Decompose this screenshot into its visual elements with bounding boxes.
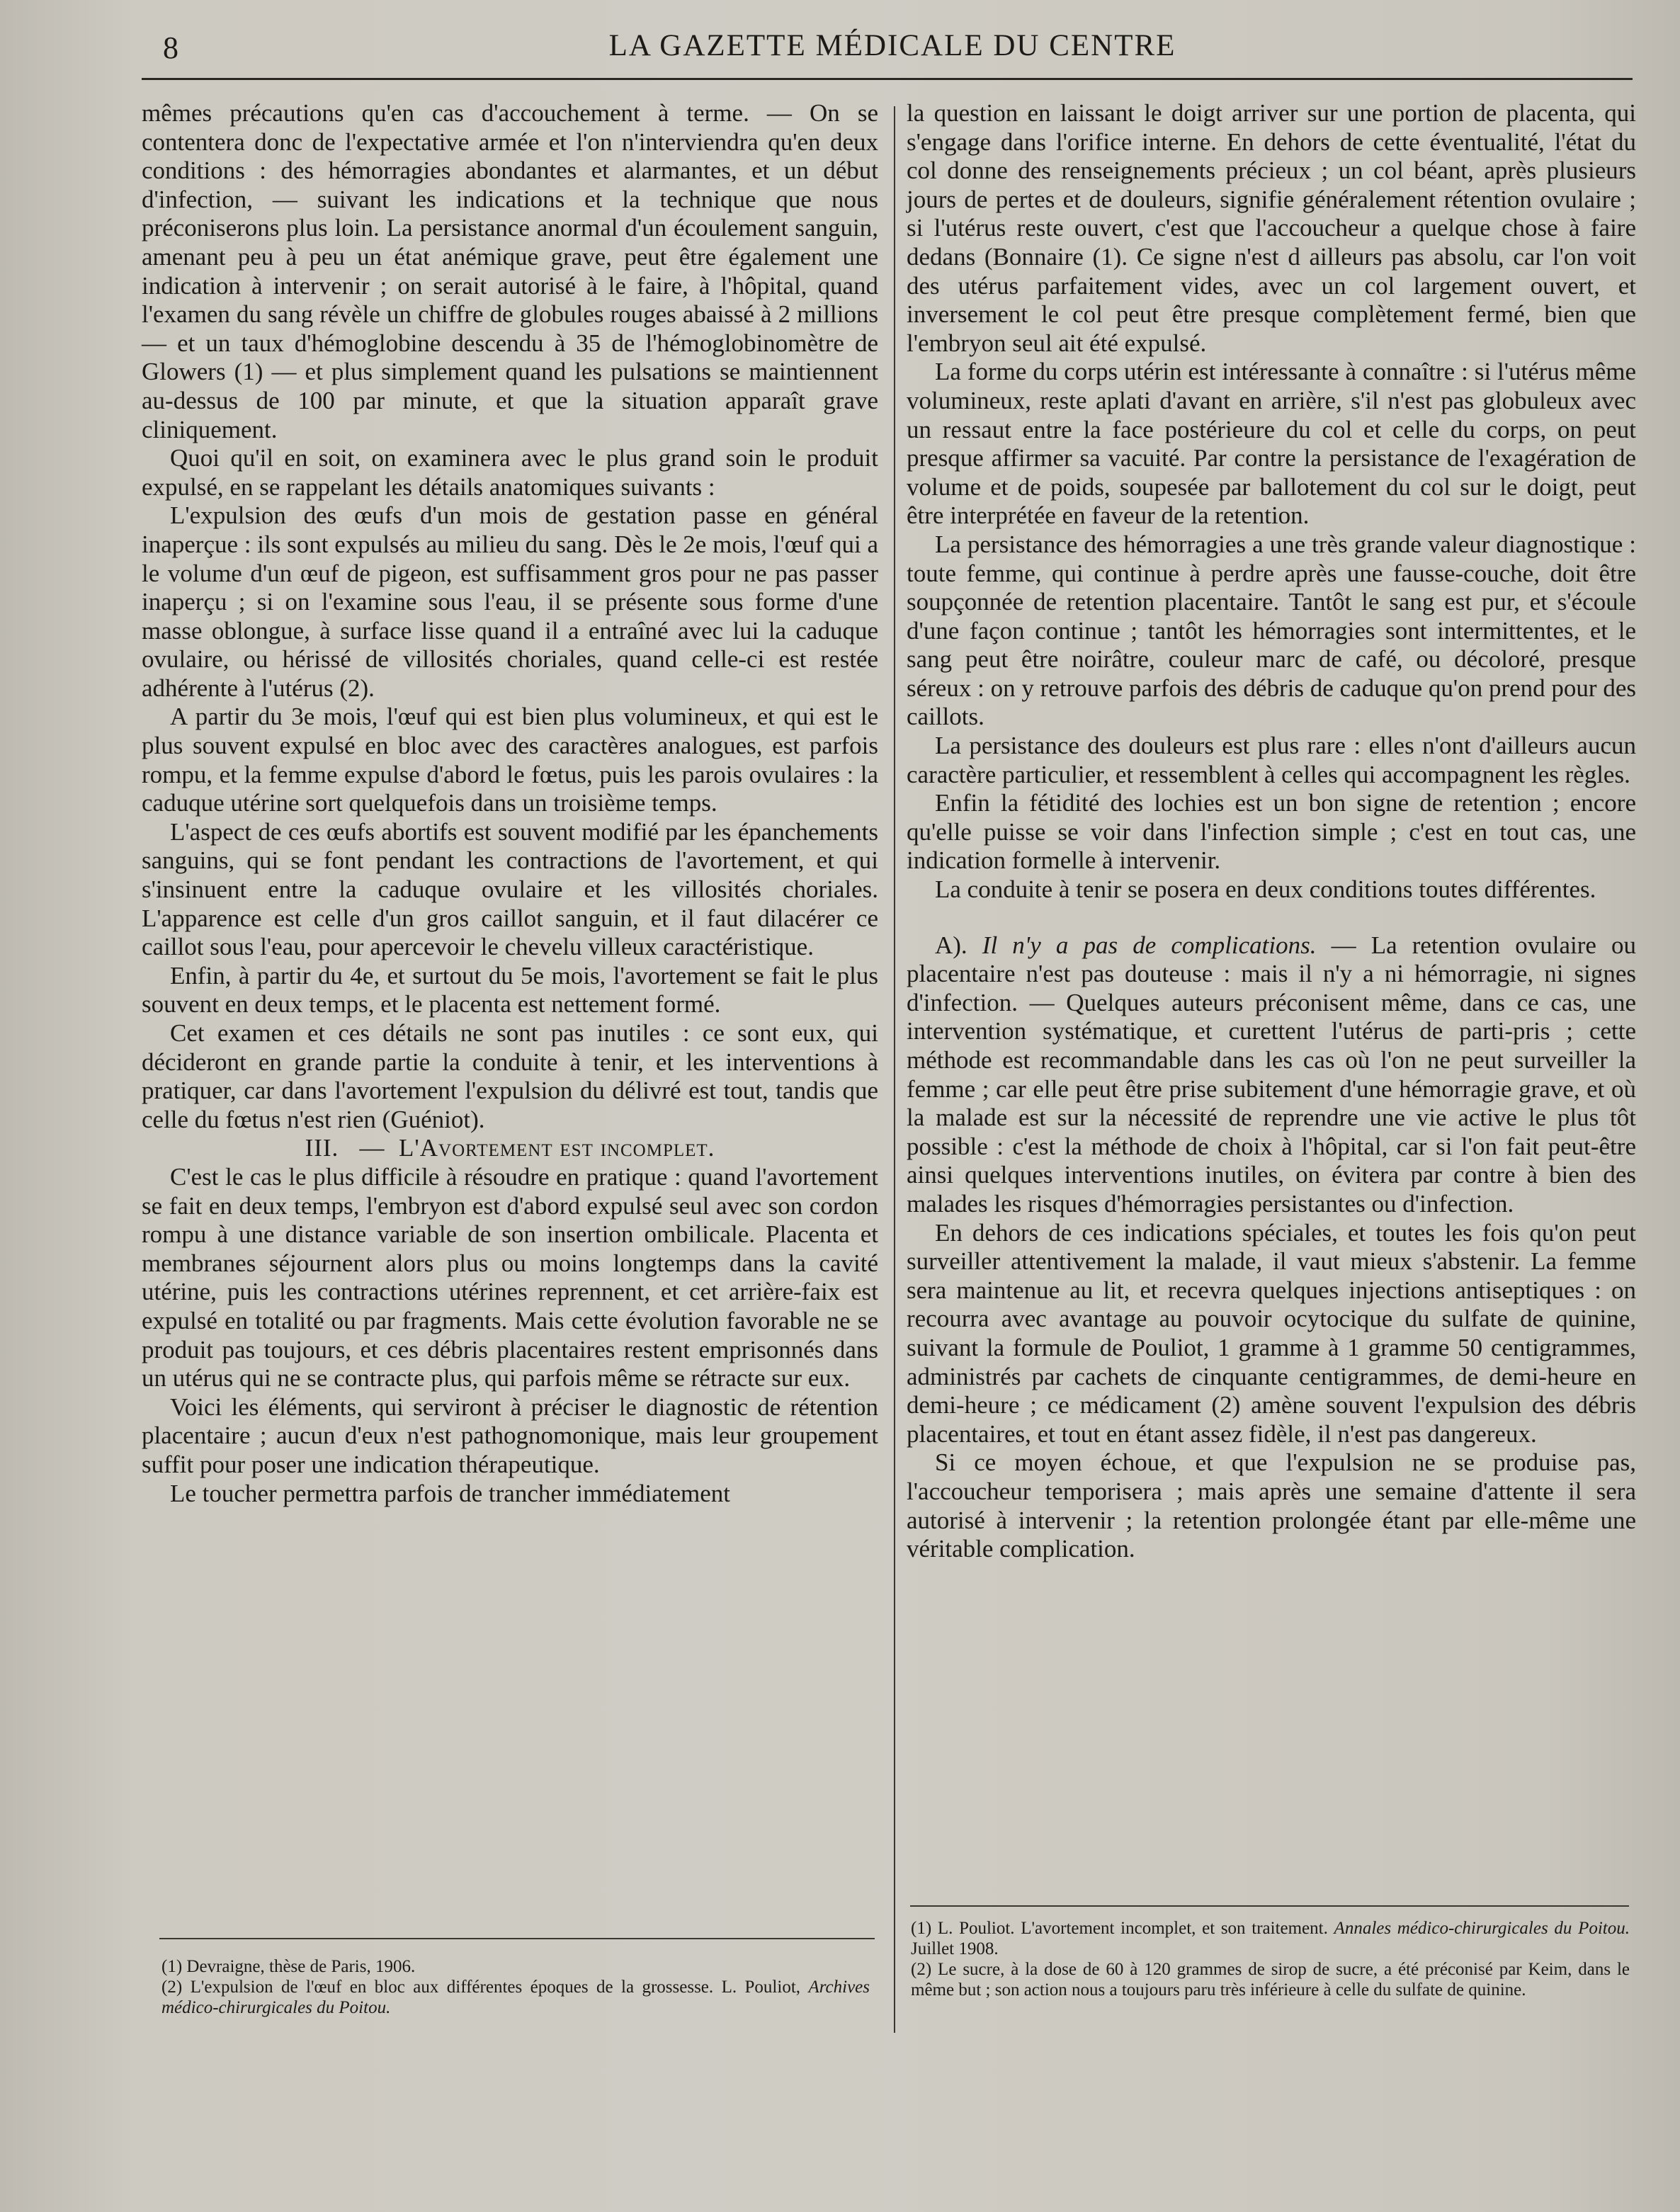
- paragraph: Cet examen et ces détails ne sont pas inutiles : ce sont eux, qui décideront en grande partie la conduite à tenir, et les interventions à pratiquer, car dans l'avortement l'expulsion du délivré est tout, tandis que celle du fœtus n'est rien (Guéniot).: [142, 1019, 878, 1133]
- right-footnotes: [911, 1918, 1630, 2000]
- section-heading: [142, 1134, 878, 1163]
- paragraph: La persistance des hémorragies a une très grande valeur diagnostique : toute femme, qui continue à perdre après une fausse-couche, doit être soupçonnée de retention placentaire. Tantôt le sang est pur, et s'écoule d'une façon continue ; tantôt les hémorragies sont intermittentes, et le sang peut être noirâtre, couleur marc de café, ou décoloré, presque séreux : on y retrouve parfois des débris de caduque qu'on prend pour des caillots.: [907, 530, 1636, 731]
- paragraph: La conduite à tenir se posera en deux conditions toutes différentes.: [935, 875, 1596, 904]
- paragraph: En dehors de ces indications spéciales, et toutes les fois qu'on peut surveiller attentivement la malade, il vaut mieux s'abstenir. La femme sera maintenue au lit, et recevra quelques injections antiseptiques : on recourra avec avantage au pouvoir ocytocique du sulfate de quinine, suivant la formule de Pouliot, 1 gramme à 1 gramme 50 centigrammes, administrés par cachets de cinquante centigrammes, de demi-heure en demi-heure ; ce médicament (2) amène souvent l'expulsion des débris placentaires, et tout en étant assez fidèle, il n'est pas dangereux.: [907, 1218, 1636, 1448]
- page-number: 8: [163, 30, 179, 65]
- paragraph: Enfin la fétidité des lochies est un bon signe de retention ; encore qu'elle puisse se voir dans l'infection simple ; c'est en tout cas, une indication formelle à intervenir.: [907, 789, 1636, 875]
- paragraph: La forme du corps utérin est intéressante à connaître : si l'utérus même volumineux, reste aplati d'avant en arrière, s'il n'est pas globuleux avec un ressaut entre la face postérieure du col et celle du corps, on peut presque affirmer sa vacuité. Par contre la persistance de l'exagération de volume et de poids, soupesée par ballotement du col sur le doigt, peut être interprétée en faveur de la retention.: [907, 358, 1636, 530]
- footnote-text: (1) L. Pouliot. L'avortement incomplet, et son traitement.: [911, 1919, 1334, 1938]
- paragraph-text: — La retention ovulaire ou placentaire n'est pas douteuse : mais il n'y a ni hémorragie, ni signes d'infection. — Quelques auteurs préconisent même, dans ce cas, une intervention systématique, et curettent l'utérus de parti-pris ; cette méthode est recommandable dans les cas où l'on ne peut surveiller la femme ; car elle peut être prise subitement d'une hémorragie grave, et où la malade est sur la nécessité de reprendre une vie active le plus tôt possible : c'est la méthode de choix à l'hôpital, car si l'on fait peut-être ainsi quelques interventions inutiles, on évitera par contre à bien des malades les risques d'hémorragies persistantes ou d'infection.: [907, 931, 1637, 1218]
- left-column: [142, 99, 878, 1508]
- footnote-source: Annales médico-chirurgicales du Poitou.: [1334, 1919, 1630, 1938]
- paragraph: Enfin, à partir du 4e, et surtout du 5e mois, l'avortement se fait le plus souvent en deux temps, et le placenta est nettement formé.: [142, 961, 878, 1019]
- page-header: [142, 27, 1636, 67]
- footnote-source: Archives médico-chirurgicales du Poitou.: [161, 1978, 870, 2017]
- header-rule: [142, 78, 1633, 80]
- paragraph: L'expulsion des œufs d'un mois de gestation passe en général inaperçue : ils sont expulsés au milieu du sang. Dès le 2e mois, l'œuf qui a le volume d'un œuf de pigeon, est suffisamment gros pour ne pas passer inaperçu ; si on l'examine sous l'eau, il se présente sous forme d'une masse oblongue, à surface lisse quand il a entraîné avec lui la caduque ovulaire, ou hérissé de villosités choriales, quand celle-ci est restée adhérente à l'utérus (2).: [142, 501, 878, 702]
- paragraph: C'est le cas le plus difficile à résoudre en pratique : quand l'avortement se fait en deux temps, l'embryon est d'abord expulsé seul avec son cordon rompu à une distance variable de son insertion ombilicale. Placenta et membranes séjournent alors plus ou moins longtemps dans la cavité utérine, puis les contractions utérines reprennent, et cet arrière-faix est expulsé en totalité ou par fragments. Mais cette évolution favorable ne se produit pas toujours, et ces débris placentaires restent emprisonnés dans un utérus qui ne se contracte plus, qui parfois même se rétracte sur eux.: [142, 1162, 878, 1393]
- paragraph: A partir du 3e mois, l'œuf qui est bien plus volumineux, et qui est le plus souvent expulsé en bloc avec des caractères analogues, est parfois rompu, et la femme expulse d'abord le fœtus, puis les parois ovulaires : la caduque utérine sort quelquefois dans un troisième temps.: [142, 703, 878, 817]
- footnote: (1) Devraigne, thèse de Paris, 1906.: [161, 1957, 416, 1976]
- paragraph: Voici les éléments, qui serviront à préciser le diagnostic de rétention placentaire ; aucun d'eux n'est pathognomonique, mais leur groupement suffit pour poser une indication thérapeutique.: [142, 1393, 878, 1478]
- paragraph: La persistance des douleurs est plus rare : elles n'ont d'ailleurs aucun caractère particulier, et ressemblent à celles qui accompagnent les règles.: [907, 732, 1636, 788]
- paragraph: L'aspect de ces œufs abortifs est souvent modifié par les épanchements sanguins, qui se font pendant les contractions de l'avortement, et qui s'insinuent entre la caduque ovulaire et les villosités choriales. L'apparence est celle d'un gros caillot sanguin, et il faut dilacérer ce caillot sous l'eau, pour apercevoir le chevelu villeux caractéristique.: [142, 817, 878, 961]
- footnote-text: (2) L'expulsion de l'œuf en bloc aux différentes époques de la grossesse. L. Pouliot,: [161, 1978, 809, 1997]
- paragraph: Quoi qu'il en soit, on examinera avec le plus grand soin le produit expulsé, en se rappelant les détails anatomiques suivants :: [142, 444, 878, 501]
- footnote: [161, 1977, 870, 2018]
- subsection-title: Il n'y a pas de complications.: [982, 931, 1317, 959]
- footnote: (2) Le sucre, à la dose de 60 à 120 grammes de sirop de sucre, a été préconisé par Keim, dans le même but ; son action nous a toujours paru très inférieure à celle du sulfate de quinine.: [911, 1960, 1630, 2000]
- running-title: LA GAZETTE MÉDICALE DU CENTRE: [608, 29, 1176, 62]
- footnote: [911, 1918, 1630, 1959]
- paragraph: la question en laissant le doigt arriver sur une portion de placenta, qui s'engage dans l'orifice interne. En dehors de cette éventualité, l'état du col donne des renseignements précieux ; un col béant, après plusieurs jours de pertes et de douleurs, signifie généralement rétention ovulaire ; si l'utérus reste ouvert, c'est que l'accoucheur a quelque chose à faire dedans (Bonnaire (1). Ce signe n'est d ailleurs pas absolu, car l'on voit des utérus parfaitement vides, avec un col largement ouvert, et inversement le col peut être presque complètement fermé, bien que l'embryon seul ait été expulsé.: [907, 99, 1636, 357]
- paragraph: Le toucher permettra parfois de trancher immédiatement: [170, 1479, 731, 1507]
- section-number: III.: [305, 1134, 339, 1162]
- paragraph: mêmes précautions qu'en cas d'accouchement à terme. — On se contentera donc de l'expectative armée et l'on n'interviendra qu'en deux conditions : des hémorragies abondantes et alarmantes, et un début d'infection, — suivant les indications et la technique que nous préconiserons plus loin. La persistance anormal d'un écoulement sanguin, amenant peu à peu un état anémique grave, peut être également une indication à intervenir ; on serait autorisé à le faire, à l'hôpital, quand l'examen du sang révèle un chiffre de globules rouges abaissé à 2 millions — et un taux d'hémoglobine descendu à 35 de l'hémoglobinomètre de Glowers (1) — et plus simplement quand les pulsations se maintiennent au-dessus de 100 par minute, et que la situation apparaît grave cliniquement.: [142, 99, 878, 443]
- paragraph: [907, 931, 1636, 1219]
- paragraph: Si ce moyen échoue, et que l'expulsion ne se produise pas, l'accoucheur temporisera ; mais après une semaine d'attente il sera autorisé à intervenir ; la retention prolongée étant par elle-même une véritable complication.: [907, 1448, 1636, 1563]
- column-divider: [894, 106, 895, 2033]
- section-dash: —: [359, 1134, 385, 1162]
- section-title: L'Avortement est incomplet.: [399, 1134, 715, 1162]
- footnote-rule: [910, 1905, 1629, 1907]
- spacer: [907, 904, 1636, 931]
- subsection-label: A).: [935, 931, 982, 959]
- left-footnotes: [161, 1956, 870, 2018]
- right-column: [907, 99, 1636, 1564]
- footnote-rule: [159, 1938, 875, 1939]
- footnote-date: Juillet 1908.: [911, 1939, 999, 1958]
